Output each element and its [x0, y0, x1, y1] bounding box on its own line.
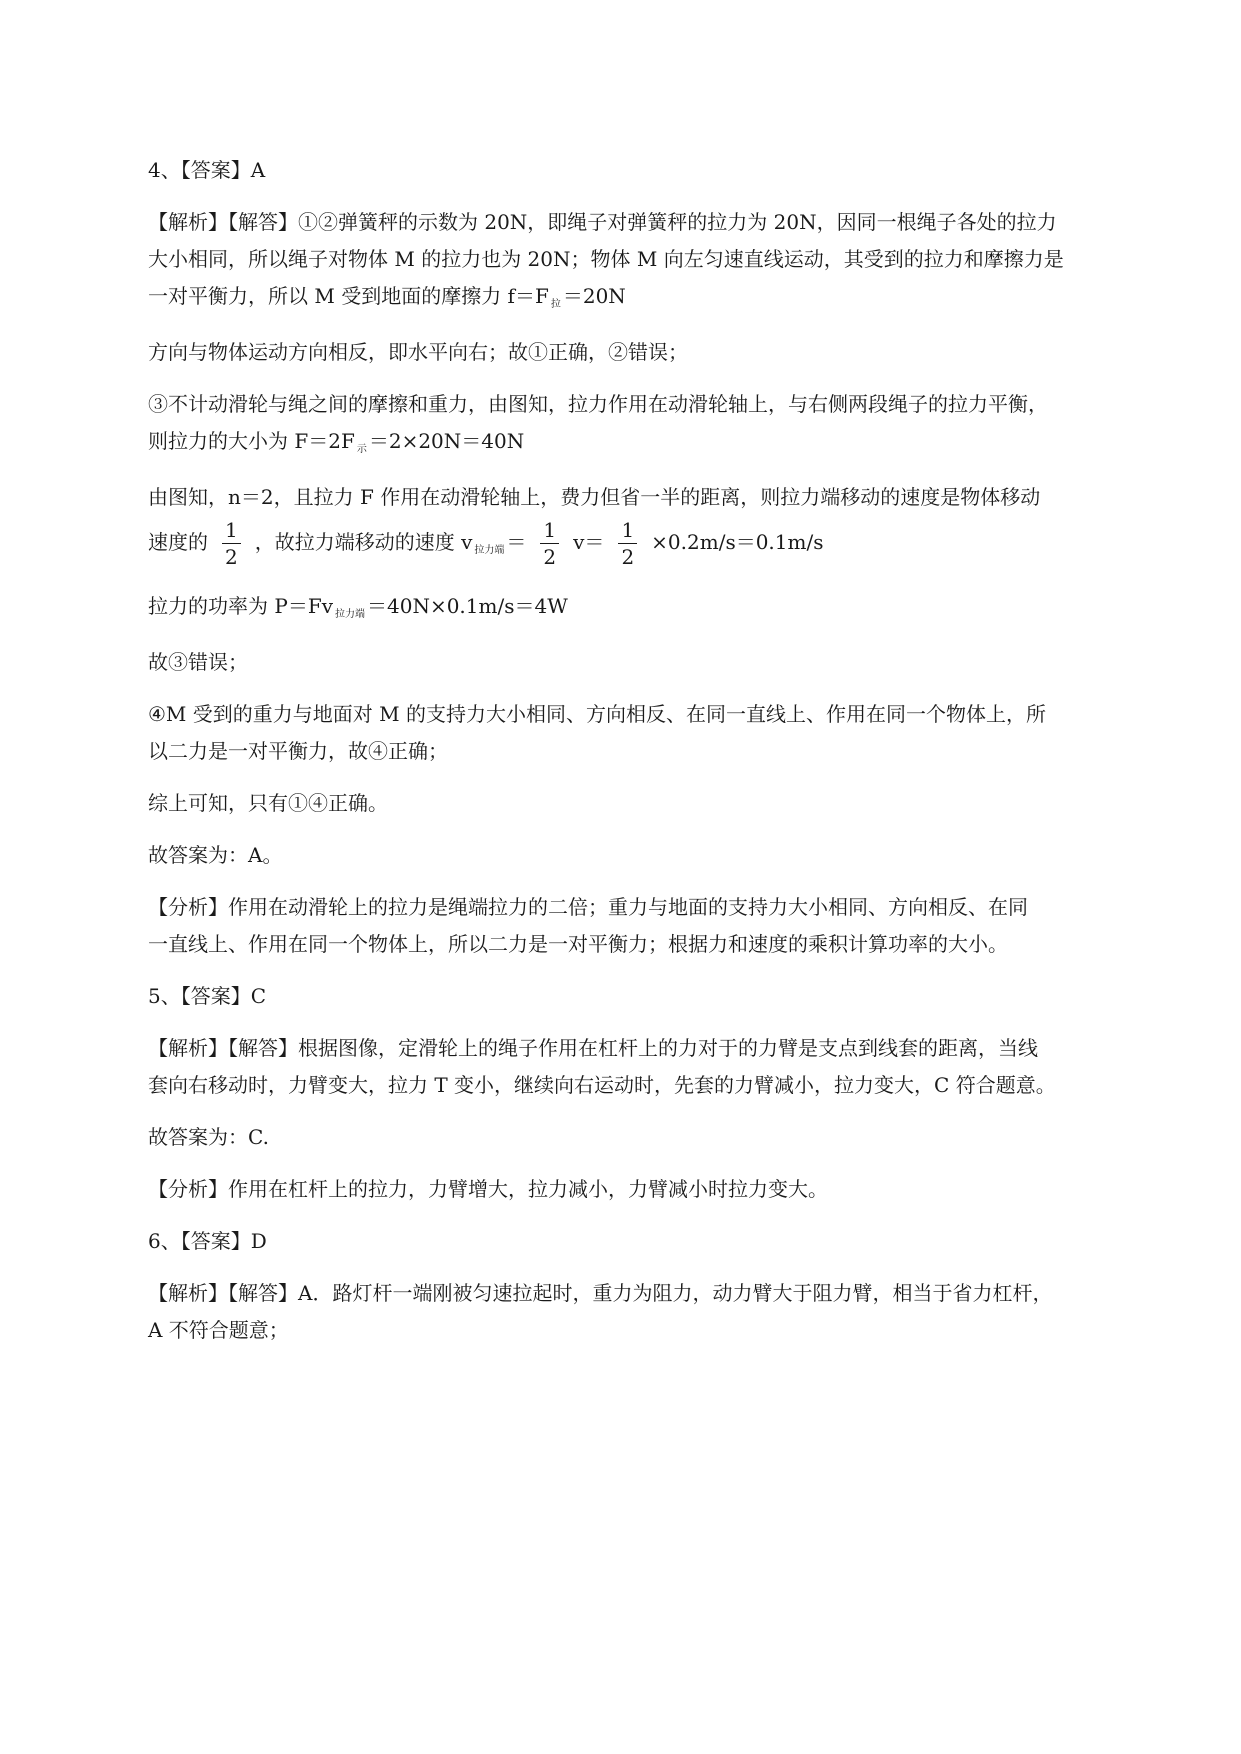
q4-analysis: [148, 204, 1148, 319]
q4-step-3-line-2: 则拉力的大小为 F＝2F $_示$ ＝2×20N＝40N: [148, 429, 525, 455]
q4-analysis-note-line-2: 一直线上、作用在同一个物体上，所以二力是一对平衡力；根据力和速度的乘积计算功率的大小。: [148, 932, 1008, 956]
subscript: 拉力端: [474, 545, 505, 556]
q4-analysis-line-2: 大小相同，所以绳子对物体 M 的拉力也为 20N；物体 M 向左匀速直线运动，其受到的拉力和摩擦力是: [148, 247, 1064, 271]
q4-power: 拉力的功率为 P＝Fv $_{拉力端}$ ＝40N×0.1m/s＝4W: [148, 594, 568, 620]
q4-step-3: [148, 386, 1148, 464]
q4-answer: 4、【答案】A: [148, 158, 266, 182]
q5-analysis: [148, 1030, 1148, 1104]
q4-final-answer: 故答案为：A。: [148, 843, 283, 867]
q5-analysis-line-2: 套向右移动时，力臂变大，拉力 T 变小，继续向右运动时，先套的力臂减小，拉力变大，C 符合题意。: [148, 1073, 1056, 1097]
q4-speed-line-2: 速度的 $\frac{1}{2}$ ，故拉力端移动的速度 v $_{拉力端}$ ＝ $\frac{1}{2}$ v＝ $\frac{1}{2}$ ×0.2m/s＝0.1m/s: [148, 518, 824, 569]
q4-analysis-line-3: 一对平衡力，所以 M 受到地面的摩擦力 f＝F $_拉$ ＝20N: [148, 284, 626, 310]
document-body: [148, 152, 1148, 1364]
fraction-one-half: $\frac{1}{2}$: [618, 520, 637, 567]
q5-analysis-line-1: 【解析】【解答】根据图像，定滑轮上的绳子作用在杠杆上的力对于的力臂是支点到线套的距离，当线: [148, 1036, 1038, 1060]
q4-step-4-line-2: 以二力是一对平衡力，故④正确；: [148, 739, 448, 763]
q6-analysis-line-1: 【解析】【解答】A．路灯杆一端刚被匀速拉起时，重力为阻力，动力臂大于阻力臂，相当于省力杠杆，: [148, 1281, 1053, 1305]
q4-speed: [148, 479, 1148, 573]
q4-step-3-line-1: ③不计动滑轮与绳之间的摩擦和重力，由图知，拉力作用在动滑轮轴上，与右侧两段绳子的拉力平衡，: [148, 392, 1048, 416]
q6-answer: 6、【答案】D: [148, 1229, 267, 1253]
q4-speed-line-1: 由图知，n＝2，且拉力 F 作用在动滑轮轴上，费力但省一半的距离，则拉力端移动的速度是物体移动: [148, 485, 1041, 509]
q4-summary: 综上可知，只有①④正确。: [148, 791, 388, 815]
q6-analysis: [148, 1275, 1148, 1349]
q6-analysis-line-2: A 不符合题意；: [148, 1318, 289, 1342]
q4-analysis-line-1: 【解析】【解答】①②弹簧秤的示数为 20N，即绳子对弹簧秤的拉力为 20N，因同一根绳子各处的拉力: [148, 210, 1057, 234]
fraction-one-half: $\frac{1}{2}$: [222, 520, 241, 567]
subscript: 示: [356, 444, 367, 455]
q4-direction: 方向与物体运动方向相反，即水平向右；故①正确，②错误；: [148, 340, 688, 364]
q4-step-4-line-1: ④M 受到的重力与地面对 M 的支持力大小相同、方向相反、在同一直线上、作用在同一个物体上，所: [148, 702, 1046, 726]
subscript: 拉: [550, 299, 561, 310]
q5-analysis-note: 【分析】作用在杠杆上的拉力，力臂增大，拉力减小，力臂减小时拉力变大。: [148, 1177, 828, 1201]
q4-analysis-note-line-1: 【分析】作用在动滑轮上的拉力是绳端拉力的二倍；重力与地面的支持力大小相同、方向相反、在同: [148, 895, 1028, 919]
q5-final-answer: 故答案为：C.: [148, 1125, 269, 1149]
q4-step-4: [148, 696, 1148, 770]
subscript: 拉力端: [335, 609, 365, 620]
fraction-one-half: $\frac{1}{2}$: [540, 520, 559, 567]
q5-answer: 5、【答案】C: [148, 984, 267, 1008]
q4-analysis-note: [148, 889, 1148, 963]
q4-conclusion-3: 故③错误；: [148, 650, 248, 674]
